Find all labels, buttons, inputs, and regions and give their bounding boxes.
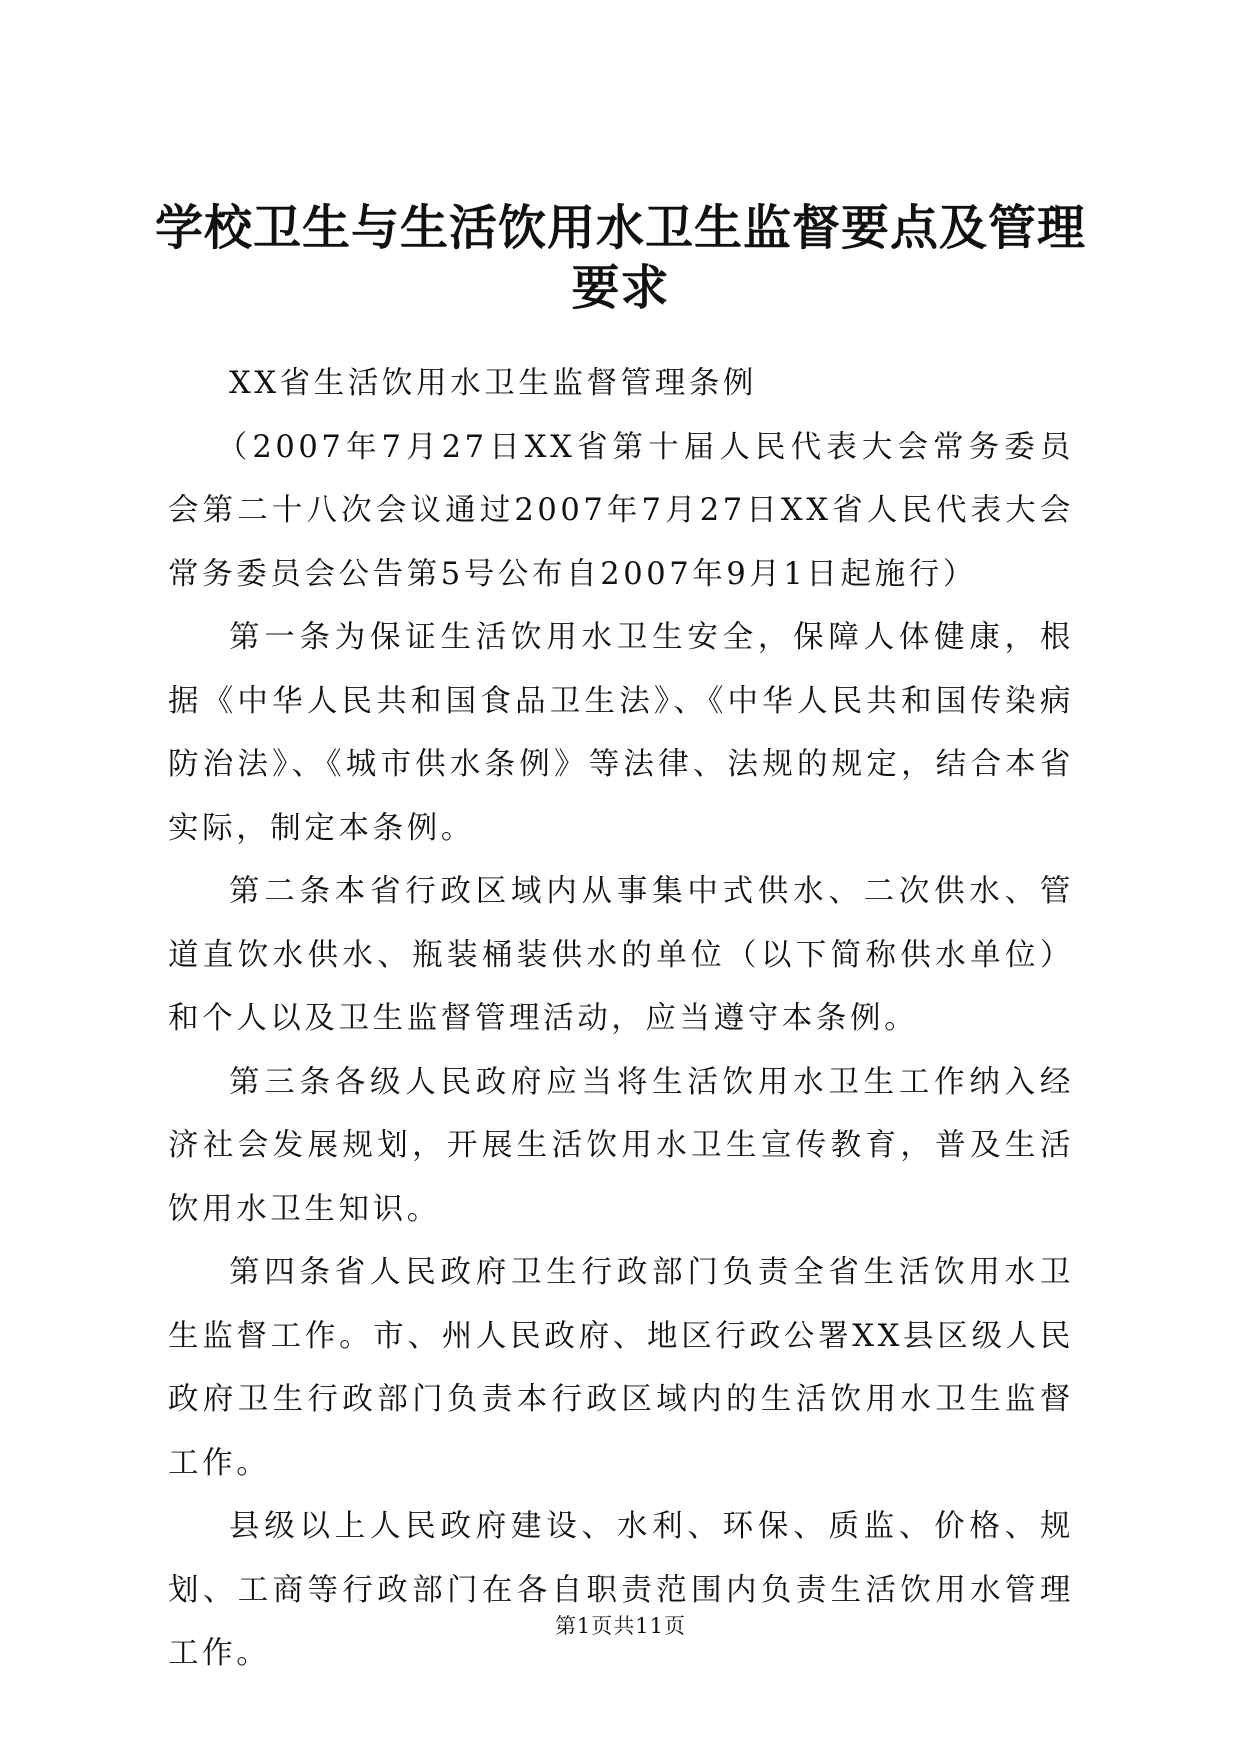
- page-footer: [0, 1612, 1241, 1640]
- article-4: 第四条省人民政府卫生行政部门负责全省生活饮用水卫生监督工作。市、州人民政府、地区行政公署XX县区级人民政府卫生行政部门负责本行政区域内的生活饮用水卫生监督工作。: [168, 1255, 1074, 1481]
- article-1: 第一条为保证生活饮用水卫生安全，保障人体健康，根据《中华人民共和国食品卫生法》、《中华人民共和国传染病防治法》、《城市供水条例》等法律、法规的规定，结合本省实际，制定本条例。: [168, 620, 1074, 846]
- article-2: 第二条本省行政区域内从事集中式供水、二次供水、管道直饮水供水、瓶装桶装供水的单位（以下简称供水单位）和个人以及卫生监督管理活动，应当遵守本条例。: [168, 874, 1074, 1036]
- article-4-clause-2: 县级以上人民政府建设、水利、环保、质监、价格、规划、工商等行政部门在各自职责范围内负责生活饮用水管理工作。: [168, 1509, 1074, 1671]
- page-number: 第1页: [554, 1614, 614, 1638]
- regulation-name: XX省生活饮用水卫生监督管理条例: [229, 366, 758, 401]
- article-3: 第三条各级人民政府应当将生活饮用水卫生工作纳入经济社会发展规划，开展生活饮用水卫生宣传教育，普及生活饮用水卫生知识。: [168, 1064, 1074, 1227]
- document-body: [168, 352, 1074, 1686]
- enactment-notice: （2007年7月27日XX省第十届人民代表大会常务委员会第二十八次会议通过2007年7月27日XX省人民代表大会常务委员会公告第5号公布自2007年9月1日起施行）: [168, 429, 1074, 592]
- document-title: 学校卫生与生活饮用水卫生监督要点及管理要求: [154, 200, 1086, 316]
- page-total: 共11页: [613, 1614, 687, 1638]
